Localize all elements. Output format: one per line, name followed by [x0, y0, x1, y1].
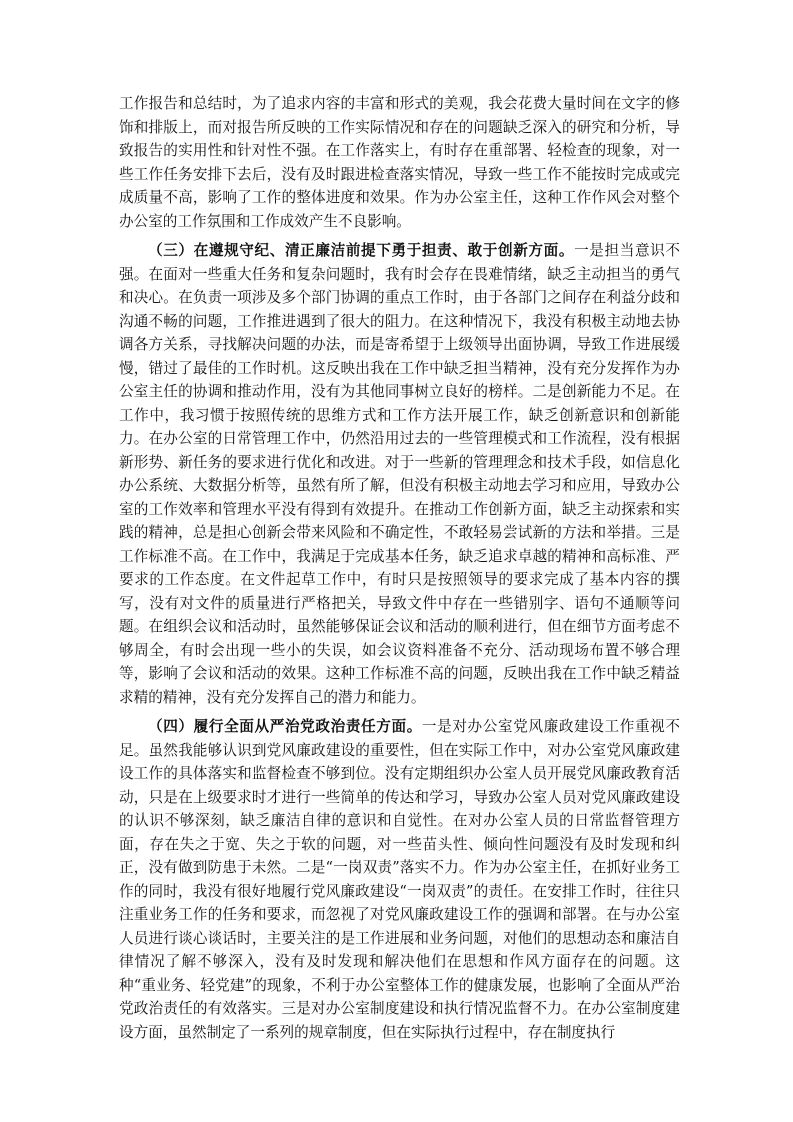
section-heading-3: （三）在遵规守纪、清正廉洁前提下勇于担责、敢于创新方面。 — [148, 242, 575, 259]
paragraph-text: 工作报告和总结时，为了追求内容的丰富和形式的美观，我会花费大量时间在文字的修饰和排版上，而对报告所反映的工作实际情况和存在的问题缺乏深入的研究和分析，导致报告的实用性和针对性不强。在工作落实上，有时存在重部署、轻检查的现象，对一些工作任务安排下去后，没有及时跟进检查落实情况，导致一些工作不能按时完成或完成质量不高，影响了工作的整体进度和效果。作为办公室主任，这种工作作风会对整个办公室的工作氛围和工作成效产生不良影响。 — [119, 95, 680, 230]
paragraph-continuation — [119, 92, 680, 233]
paragraph-text: 一是担当意识不强。在面对一些重大任务和复杂问题时，我有时会存在畏难情绪，缺乏主动担当的勇气和决心。在负责一项涉及多个部门协调的重点工作时，由于各部门之间存在利益分歧和沟通不畅的问题，工作推进遇到了很大的阻力。在这种情况下，我没有积极主动地去协调各方关系，寻找解决问题的办法，而是寄希望于上级领导出面协调，导致工作进展缓慢，错过了最佳的工作时机。这反映出我在工作中缺乏担当精神，没有充分发挥作为办公室主任的协调和推动作用，没有为其他同事树立良好的榜样。二是创新能力不足。在工作中，我习惯于按照传统的思维方式和工作方法开展工作，缺乏创新意识和创新能力。在办公室的日常管理工作中，仍然沿用过去的一些管理模式和工作流程，没有根据新形势、新任务的要求进行优化和改进。对于一些新的管理理念和技术手段，如信息化办公系统、大数据分析等，虽然有所了解，但没有积极主动地去学习和应用，导致办公室的工作效率和管理水平没有得到有效提升。在推动工作创新方面，缺乏主动探索和实践的精神，总是担心创新会带来风险和不确定性，不敢轻易尝试新的方法和举措。三是工作标准不高。在工作中，我满足于完成基本任务，缺乏追求卓越的精神和高标准、严要求的工作态度。在文件起草工作中，有时只是按照领导的要求完成了基本内容的撰写，没有对文件的质量进行严格把关，导致文件中存在一些错别字、语句不通顺等问题。在组织会议和活动时，虽然能够保证会议和活动的顺利进行，但在细节方面考虑不够周全，有时会出现一些小的失误，如会议资料准备不充分、活动现场布置不够合理等，影响了会议和活动的效果。这种工作标准不高的问题，反映出我在工作中缺乏精益求精的精神，没有充分发挥自己的潜力和能力。 — [119, 242, 680, 706]
paragraph-section-4 — [119, 715, 680, 1044]
section-heading-4: （四）履行全面从严治党政治责任方面。 — [148, 718, 422, 735]
document-body — [119, 92, 680, 1050]
paragraph-text: 一是对办公室党风廉政建设工作重视不足。虽然我能够认识到党风廉政建设的重要性，但在实际工作中，对办公室党风廉政建设工作的具体落实和监督检查不够到位。没有定期组织办公室人员开展党风廉政教育活动，只是在上级要求时才进行一些简单的传达和学习，导致办公室人员对党风廉政建设的认识不够深刻，缺乏廉洁自律的意识和自觉性。在对办公室人员的日常监督管理方面，存在失之于宽、失之于软的问题，对一些苗头性、倾向性问题没有及时发现和纠正，没有做到防患于未然。二是“一岗双责”落实不力。作为办公室主任，在抓好业务工作的同时，我没有很好地履行党风廉政建设“一岗双责”的责任。在安排工作时，往往只注重业务工作的任务和要求，而忽视了对党风廉政建设工作的强调和部署。在与办公室人员进行谈心谈话时，主要关注的是工作进展和业务问题，对他们的思想动态和廉洁自律情况了解不够深入，没有及时发现和解决他们在思想和作风方面存在的问题。这种“重业务、轻党建”的现象，不利于办公室整体工作的健康发展，也影响了全面从严治党政治责任的有效落实。三是对办公室制度建设和执行情况监督不力。在办公室制度建设方面，虽然制定了一系列的规章制度，但在实际执行过程中，存在制度执行 — [119, 718, 680, 1041]
paragraph-section-3 — [119, 239, 680, 709]
